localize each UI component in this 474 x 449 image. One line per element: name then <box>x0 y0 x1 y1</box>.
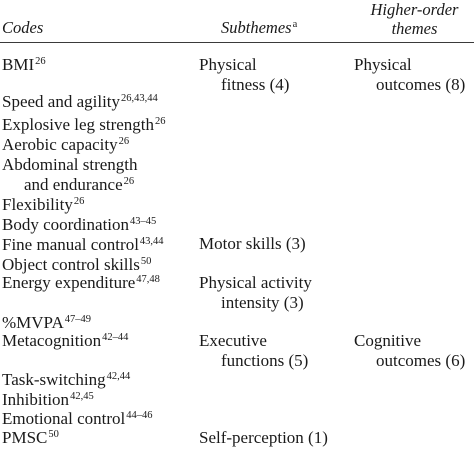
header-subthemes-footnote: a <box>292 19 298 30</box>
code-text: Aerobic capacity <box>2 135 118 154</box>
subtheme-cell <box>199 428 328 448</box>
header-rule <box>0 42 474 43</box>
code-text: Speed and agility <box>2 92 121 111</box>
code-text: Body coordination <box>2 215 130 234</box>
code-row <box>2 273 160 293</box>
code-text: Flexibility <box>2 195 73 214</box>
subtheme-line: functions (5) <box>221 351 309 370</box>
header-subthemes-label: Subthemes <box>221 18 292 37</box>
higher-order-line: outcomes (6) <box>376 351 466 370</box>
subtheme-line: Self-perception (1) <box>199 428 328 447</box>
code-row <box>2 409 152 429</box>
subtheme-cell <box>199 331 308 371</box>
code-text: and endurance <box>24 175 123 194</box>
code-row <box>2 331 128 351</box>
subtheme-line: Motor skills (3) <box>199 234 306 253</box>
subtheme-cell <box>199 234 306 254</box>
code-text: %MVPA <box>2 313 64 332</box>
code-footnote: 42,45 <box>70 391 94 402</box>
subtheme-line: Physical <box>199 55 257 74</box>
code-row <box>2 92 158 112</box>
code-footnote: 43,44 <box>139 236 164 247</box>
code-footnote: 47,48 <box>136 274 160 285</box>
higher-order-line: Cognitive <box>354 331 422 350</box>
code-text: BMI <box>2 55 35 74</box>
code-footnote: 50 <box>140 256 152 267</box>
code-row <box>2 390 94 410</box>
higher-order-cell <box>354 55 465 95</box>
header-codes <box>2 18 43 37</box>
subtheme-line: Physical activity <box>199 273 312 292</box>
header-higher-order <box>355 0 474 38</box>
code-row <box>2 195 84 215</box>
code-text: Task-switching <box>2 370 106 389</box>
code-text: PMSC <box>2 428 48 447</box>
code-row <box>2 155 139 175</box>
subtheme-line: intensity (3) <box>221 293 304 312</box>
code-footnote: 26 <box>118 136 130 147</box>
code-footnote: 44–46 <box>126 410 153 421</box>
code-footnote: 50 <box>48 429 59 440</box>
code-row <box>2 428 59 448</box>
code-text: Emotional control <box>2 409 126 428</box>
higher-order-cell <box>354 331 465 371</box>
code-row <box>2 55 46 75</box>
code-row <box>2 235 164 255</box>
subtheme-line: fitness (4) <box>221 75 290 94</box>
code-text: Inhibition <box>2 390 70 409</box>
code-text: Abdominal strength <box>2 155 138 174</box>
subtheme-cell <box>199 55 289 95</box>
code-footnote: 26 <box>155 116 166 127</box>
code-row <box>2 370 130 390</box>
higher-order-line: Physical <box>354 55 412 74</box>
code-text: Object control skills <box>2 255 140 274</box>
code-text: Explosive leg strength <box>2 115 155 134</box>
code-row <box>2 255 151 275</box>
code-footnote: 47–49 <box>64 314 91 325</box>
code-footnote: 26,43,44 <box>121 93 158 104</box>
code-row <box>2 115 166 135</box>
higher-order-line: outcomes (8) <box>376 75 466 94</box>
code-text: Energy expenditure <box>2 273 136 292</box>
code-footnote: 26 <box>73 196 85 207</box>
header-higher-order-line2: themes <box>391 19 438 38</box>
code-row-continuation <box>24 175 134 195</box>
code-row <box>2 215 156 235</box>
header-higher-order-line1: Higher-order <box>370 0 459 19</box>
code-footnote: 26 <box>35 56 46 67</box>
subtheme-line: Executive <box>199 331 267 350</box>
header-subthemes <box>221 18 297 37</box>
subtheme-cell <box>199 273 312 313</box>
code-footnote: 43–45 <box>130 216 157 227</box>
code-text: Fine manual control <box>2 235 139 254</box>
header-codes-label: Codes <box>2 18 44 37</box>
code-footnote: 42–44 <box>102 332 129 343</box>
code-row <box>2 313 91 333</box>
code-footnote: 42,44 <box>106 371 131 382</box>
code-row <box>2 135 129 155</box>
code-footnote: 26 <box>123 176 135 187</box>
code-text: Metacognition <box>2 331 102 350</box>
